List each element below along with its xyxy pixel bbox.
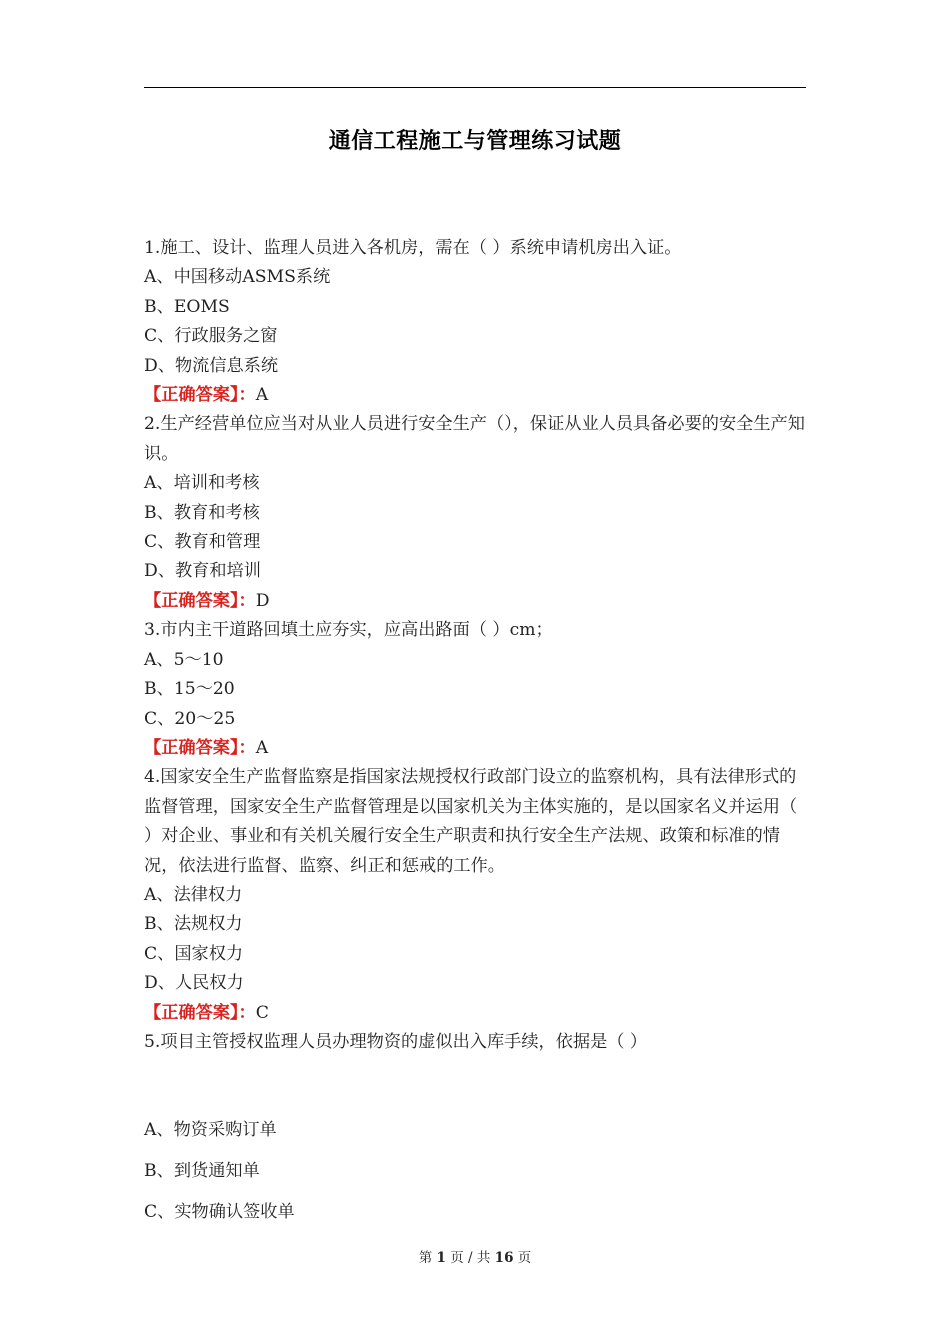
option-a: A、中国移动ASMS系统 <box>144 267 331 288</box>
answer-value: C <box>255 1002 269 1023</box>
answer-label: 【正确答案】： <box>144 737 256 758</box>
option-a: A、物资采购订单 <box>144 1120 277 1141</box>
option-b: B、15～20 <box>144 679 235 700</box>
question-stem: 3.市内主干道路回填土应夯实，应高出路面（ ）cm； <box>144 620 553 641</box>
answer-line <box>144 734 808 763</box>
option-d: D、物流信息系统 <box>144 355 279 376</box>
answer-label: 【正确答案】： <box>144 1002 256 1023</box>
question-stem: 5.项目主管授权监理人员办理物资的虚似出入库手续，依据是（ ） <box>144 1031 648 1052</box>
option-d: D、教育和培训 <box>144 561 261 582</box>
blank-space <box>144 1057 808 1110</box>
question-4 <box>144 763 808 1028</box>
option-b: B、法规权力 <box>144 914 243 935</box>
answer-value: A <box>255 737 269 758</box>
total-pages: 16 <box>494 1250 514 1266</box>
question-5 <box>144 1028 808 1233</box>
question-3 <box>144 616 808 763</box>
answer-line <box>144 587 808 616</box>
question-stem: 2.生产经营单位应当对从业人员进行安全生产（），保证从业人员具备必要的安全生产知识。 <box>144 414 805 464</box>
question-list <box>144 234 808 1233</box>
answer-label: 【正确答案】： <box>144 385 256 406</box>
question-2 <box>144 410 808 616</box>
option-c: C、实物确认签收单 <box>144 1202 295 1223</box>
option-c: C、教育和管理 <box>144 532 261 553</box>
footer-prefix: 第 <box>418 1250 433 1266</box>
footer-middle: 页 / 共 <box>450 1250 491 1266</box>
option-c: C、国家权力 <box>144 943 244 964</box>
question-stem: 4.国家安全生产监督监察是指国家法规授权行政部门设立的监察机构，具有法律形式的监督管理，国家安全生产监督管理是以国家机关为主体实施的，是以国家名义并运用（ ）对企业、事业和有关机关履行安全生产职责和执行安全生产法规、政策和标准的情况，依法进行监督、监察、纠正和惩戒的工作。 <box>144 767 798 876</box>
question-1 <box>144 234 808 410</box>
answer-line <box>144 999 808 1028</box>
answer-value: A <box>255 385 269 406</box>
answer-label: 【正确答案】： <box>144 590 256 611</box>
option-b: B、教育和考核 <box>144 502 260 523</box>
page-number: 1 <box>436 1250 446 1266</box>
option-c: C、行政服务之窗 <box>144 326 278 347</box>
page-footer <box>0 1246 950 1266</box>
option-a: A、法律权力 <box>144 884 243 905</box>
document-title: 通信工程施工与管理练习试题 <box>328 129 622 154</box>
option-a: A、培训和考核 <box>144 473 260 494</box>
option-c: C、20～25 <box>144 708 236 729</box>
option-b: B、到货通知单 <box>144 1161 260 1182</box>
answer-value: D <box>255 590 270 611</box>
option-d: D、人民权力 <box>144 973 244 994</box>
option-b: B、EOMS <box>144 296 230 317</box>
question-stem: 1.施工、设计、监理人员进入各机房，需在（ ）系统申请机房出入证。 <box>144 238 682 258</box>
footer-suffix: 页 <box>517 1250 532 1266</box>
header-rule <box>144 87 806 88</box>
option-a: A、5～10 <box>144 649 224 670</box>
answer-line <box>144 381 808 410</box>
